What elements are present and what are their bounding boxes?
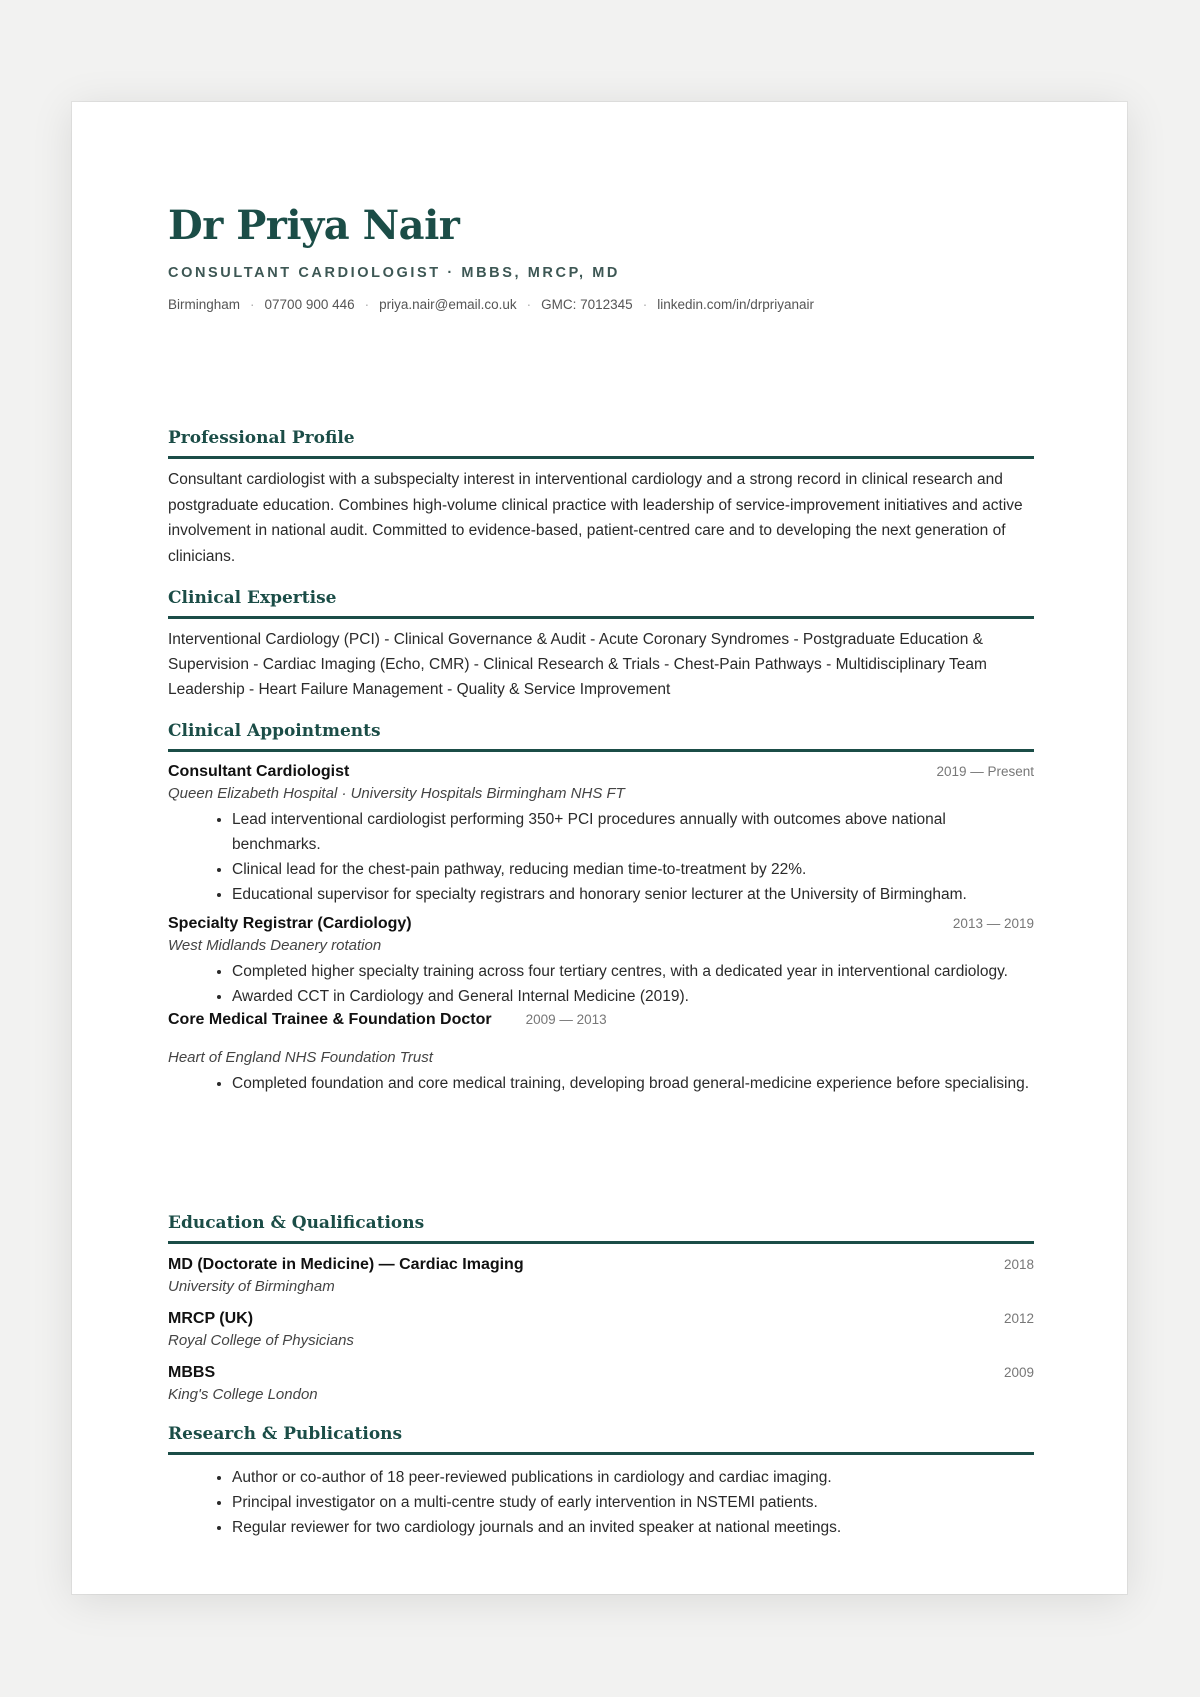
contact-separator: · [250, 297, 255, 312]
section-heading-research: Research & Publications [168, 1422, 1034, 1455]
contact-phone: 07700 900 446 [264, 297, 355, 312]
entry-date: 2009 [1003, 1365, 1034, 1380]
entry-date: 2009 — 2013 [525, 1012, 607, 1027]
candidate-name: Dr Priya Nair [168, 202, 460, 249]
section-heading-profile: Professional Profile [168, 426, 1034, 459]
candidate-title: CONSULTANT CARDIOLOGIST · MBBS, MRCP, MD [168, 265, 620, 281]
appointment-entry [168, 1009, 1034, 1096]
contact-email[interactable]: priya.nair@email.co.uk [379, 297, 517, 312]
contact-gmc: GMC: 7012345 [541, 297, 633, 312]
bullet-item: • Educational supervisor for specialty registrars and honorary senior lecturer at the University of Birmingham. [232, 882, 1034, 907]
entry-header [168, 761, 1034, 783]
entry-date: 2013 — 2019 [952, 916, 1034, 931]
entry-organisation: West Midlands Deanery rotation [168, 937, 382, 954]
entry-title: Core Medical Trainee & Foundation Doctor [168, 1011, 492, 1028]
entry-header [168, 1254, 1034, 1276]
appointment-entry [168, 913, 1034, 1009]
profile-text: Consultant cardiologist with a subspecialty interest in interventional cardiology and a strong record in clinical research and postgraduate education. Combines high-volume clinical practice with leadership of service-improvement initiatives and active involvement in national audit. Committed to evidence-based, patient-centred care and to developing the next generation of clinicians. [168, 471, 1023, 565]
entry-header [168, 1308, 1034, 1330]
contact-separator: · [642, 297, 648, 312]
section-heading-expertise: Clinical Expertise [168, 586, 1034, 619]
bullet-item: • Clinical lead for the chest-pain pathway, reducing median time-to-treatment by 22%. [232, 857, 1034, 882]
section-appointments [168, 719, 1034, 1096]
entry-title: Consultant Cardiologist [168, 763, 350, 780]
resume-header [168, 198, 1034, 314]
contact-location: Birmingham [168, 297, 241, 312]
entry-organisation: University of Birmingham [168, 1278, 335, 1295]
bullet-item: • Regular reviewer for two cardiology journals and an invited speaker at national meetings. [232, 1515, 1034, 1540]
entry-header [168, 1362, 1034, 1384]
section-profile [168, 426, 1034, 569]
entry-bullets [168, 807, 1034, 907]
entry-bullets [168, 1071, 1034, 1096]
entry-organisation: Queen Elizabeth Hospital · University Hospitals Birmingham NHS FT [168, 785, 625, 802]
appointment-entry [168, 761, 1034, 907]
resume-page [72, 102, 1127, 1594]
entry-title: MD (Doctorate in Medicine) — Cardiac Imaging [168, 1256, 524, 1273]
entry-organisation: King's College London [168, 1386, 318, 1403]
section-heading-appointments: Clinical Appointments [168, 719, 1034, 752]
entry-header [168, 913, 1034, 935]
section-research [168, 1422, 1034, 1540]
entry-bullets [168, 959, 1034, 1009]
entry-header [168, 1009, 1034, 1047]
bullet-item: • Completed foundation and core medical training, developing broad general-medicine experience before specialising. [232, 1071, 1034, 1096]
section-expertise [168, 586, 1034, 702]
education-entry [168, 1362, 1034, 1406]
bullet-item: • Awarded CCT in Cardiology and General Internal Medicine (2019). [232, 984, 1034, 1009]
entry-date: 2019 — Present [936, 764, 1034, 779]
entry-organisation: Royal College of Physicians [168, 1332, 354, 1349]
entry-organisation: Heart of England NHS Foundation Trust [168, 1049, 433, 1066]
entry-title: MRCP (UK) [168, 1310, 254, 1327]
entry-title: MBBS [168, 1364, 216, 1381]
expertise-text: Interventional Cardiology (PCI) - Clinical Governance & Audit - Acute Coronary Syndromes - Postgraduate Education & Supervision - Cardiac Imaging (Echo, CMR) - Clinical Research & Trials - Chest-Pain Pathways - Multidisciplinary Team Leadership - Heart Failure Management - Quality & Service Improvement [168, 631, 987, 698]
entry-title: Specialty Registrar (Cardiology) [168, 915, 412, 932]
entry-date: 2018 [1003, 1257, 1034, 1272]
bullet-item: • Author or co-author of 18 peer-reviewed publications in cardiology and cardiac imaging. [232, 1465, 1034, 1490]
contact-line [168, 296, 1034, 314]
bullet-item: • Principal investigator on a multi-centre study of early intervention in NSTEMI patients. [232, 1490, 1034, 1515]
section-education [168, 1211, 1034, 1406]
education-entry [168, 1308, 1034, 1352]
entry-date: 2012 [1003, 1311, 1034, 1326]
contact-linkedin[interactable]: linkedin.com/in/drpriyanair [657, 297, 815, 312]
contact-separator: · [526, 297, 532, 312]
research-bullets [168, 1465, 1034, 1540]
contact-separator: · [364, 297, 370, 312]
bullet-item: • Lead interventional cardiologist performing 350+ PCI procedures annually with outcomes above national benchmarks. [232, 807, 1034, 857]
bullet-item: • Completed higher specialty training across four tertiary centres, with a dedicated year in interventional cardiology. [232, 959, 1034, 984]
education-entry [168, 1254, 1034, 1298]
section-heading-education: Education & Qualifications [168, 1211, 1034, 1244]
